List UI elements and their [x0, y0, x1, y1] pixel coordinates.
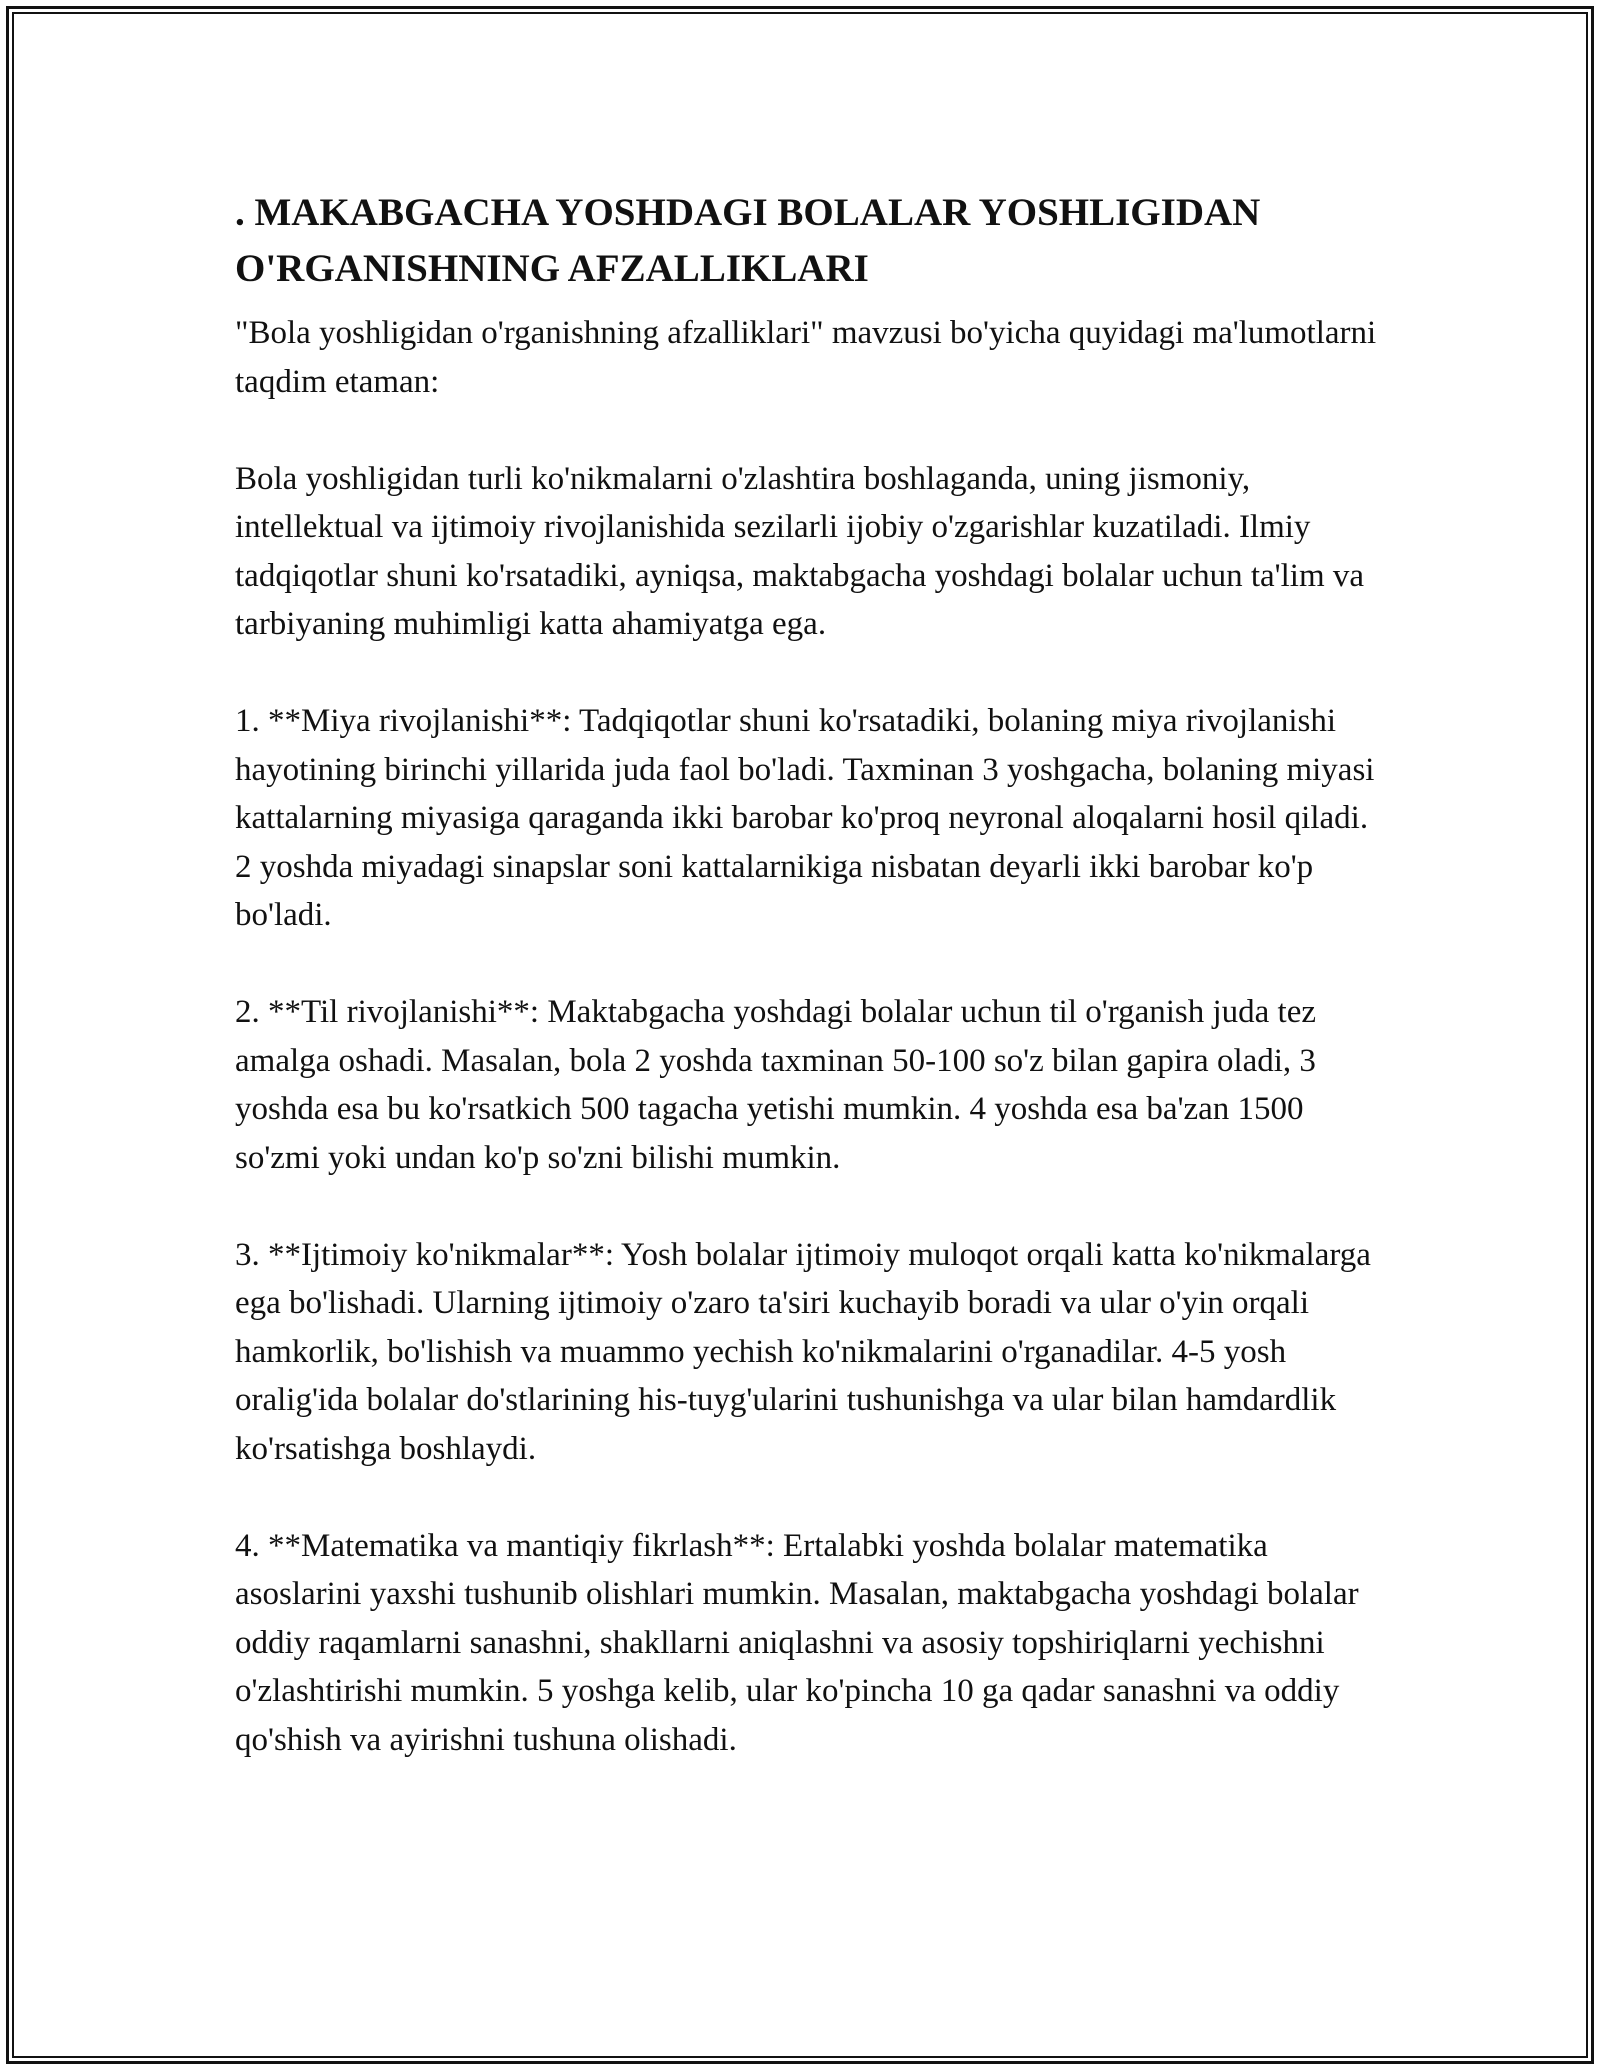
- document-body: [235, 185, 1385, 1764]
- document-title: . MAKABGACHA YOSHDAGI BOLALAR YOSHLIGIDAN O'RGANISHNING AFZALLIKLARI: [235, 191, 1261, 290]
- social-skills-paragraph: 3. **Ijtimoiy ko'nikmalar**: Yosh bolalar ijtimoiy muloqot orqali katta ko'nikmalarga ega bo'lishadi. Ularning ijtimoiy o'zaro ta'siri kuchayib boradi va ular o'yin orqali hamkorlik, bo'lishish va muammo yechish ko'nikmalarini o'rganadilar. 4-5 yosh oralig'ida bolalar do'stlarining his-tuyg'ularini tushunishga va ular bilan hamdardlik ko'rsatishga boshlaydi.: [235, 1236, 1371, 1467]
- overview-paragraph: Bola yoshligidan turli ko'nikmalarni o'zlashtira boshlaganda, uning jismoniy, intellektual va ijtimoiy rivojlanishida sezilarli ijobiy o'zgarishlar kuzatiladi. Ilmiy tadqiqotlar shuni ko'rsatadiki, ayniqsa, maktabgacha yoshdagi bolalar uchun ta'lim va tarbiyaning muhimligi katta ahamiyatga ega.: [235, 460, 1365, 642]
- language-development-paragraph: 2. **Til rivojlanishi**: Maktabgacha yoshdagi bolalar uchun til o'rganish juda tez amalga oshadi. Masalan, bola 2 yoshda taxminan 50-100 so'z bilan gapira oladi, 3 yoshda esa bu ko'rsatkich 500 tagacha yetishi mumkin. 4 yoshda esa ba'zan 1500 so'zmi yoki undan ko'p so'zni bilishi mumkin.: [235, 994, 1317, 1176]
- brain-development-paragraph: 1. **Miya rivojlanishi**: Tadqiqotlar shuni ko'rsatadiki, bolaning miya rivojlanishi hayotining birinchi yillarida juda faol bo'ladi. Taxminan 3 yoshgacha, bolaning miyasi kattalarning miyasiga qaraganda ikki barobar ko'proq neyronal aloqalarni hosil qiladi. 2 yoshda miyadagi sinapslar soni kattalarnikiga nisbatan deyarli ikki barobar ko'p bo'ladi.: [235, 703, 1375, 933]
- math-logic-paragraph: 4. **Matematika va mantiqiy fikrlash**: Ertalabki yoshda bolalar matematika asoslarini yaxshi tushunib olishlari mumkin. Masalan, maktabgacha yoshdagi bolalar oddiy raqamlarni sanashni, shakllarni aniqlashni va asosiy topshiriqlarni yechishni o'zlashtirishi mumkin. 5 yoshga kelib, ular ko'pincha 10 ga qadar sanashni va oddiy qo'shish va ayirishni tushuna olishadi.: [235, 1527, 1359, 1758]
- intro-paragraph: "Bola yoshligidan o'rganishning afzalliklari" mavzusi bo'yicha quyidagi ma'lumotlarni taqdim etaman:: [235, 315, 1377, 400]
